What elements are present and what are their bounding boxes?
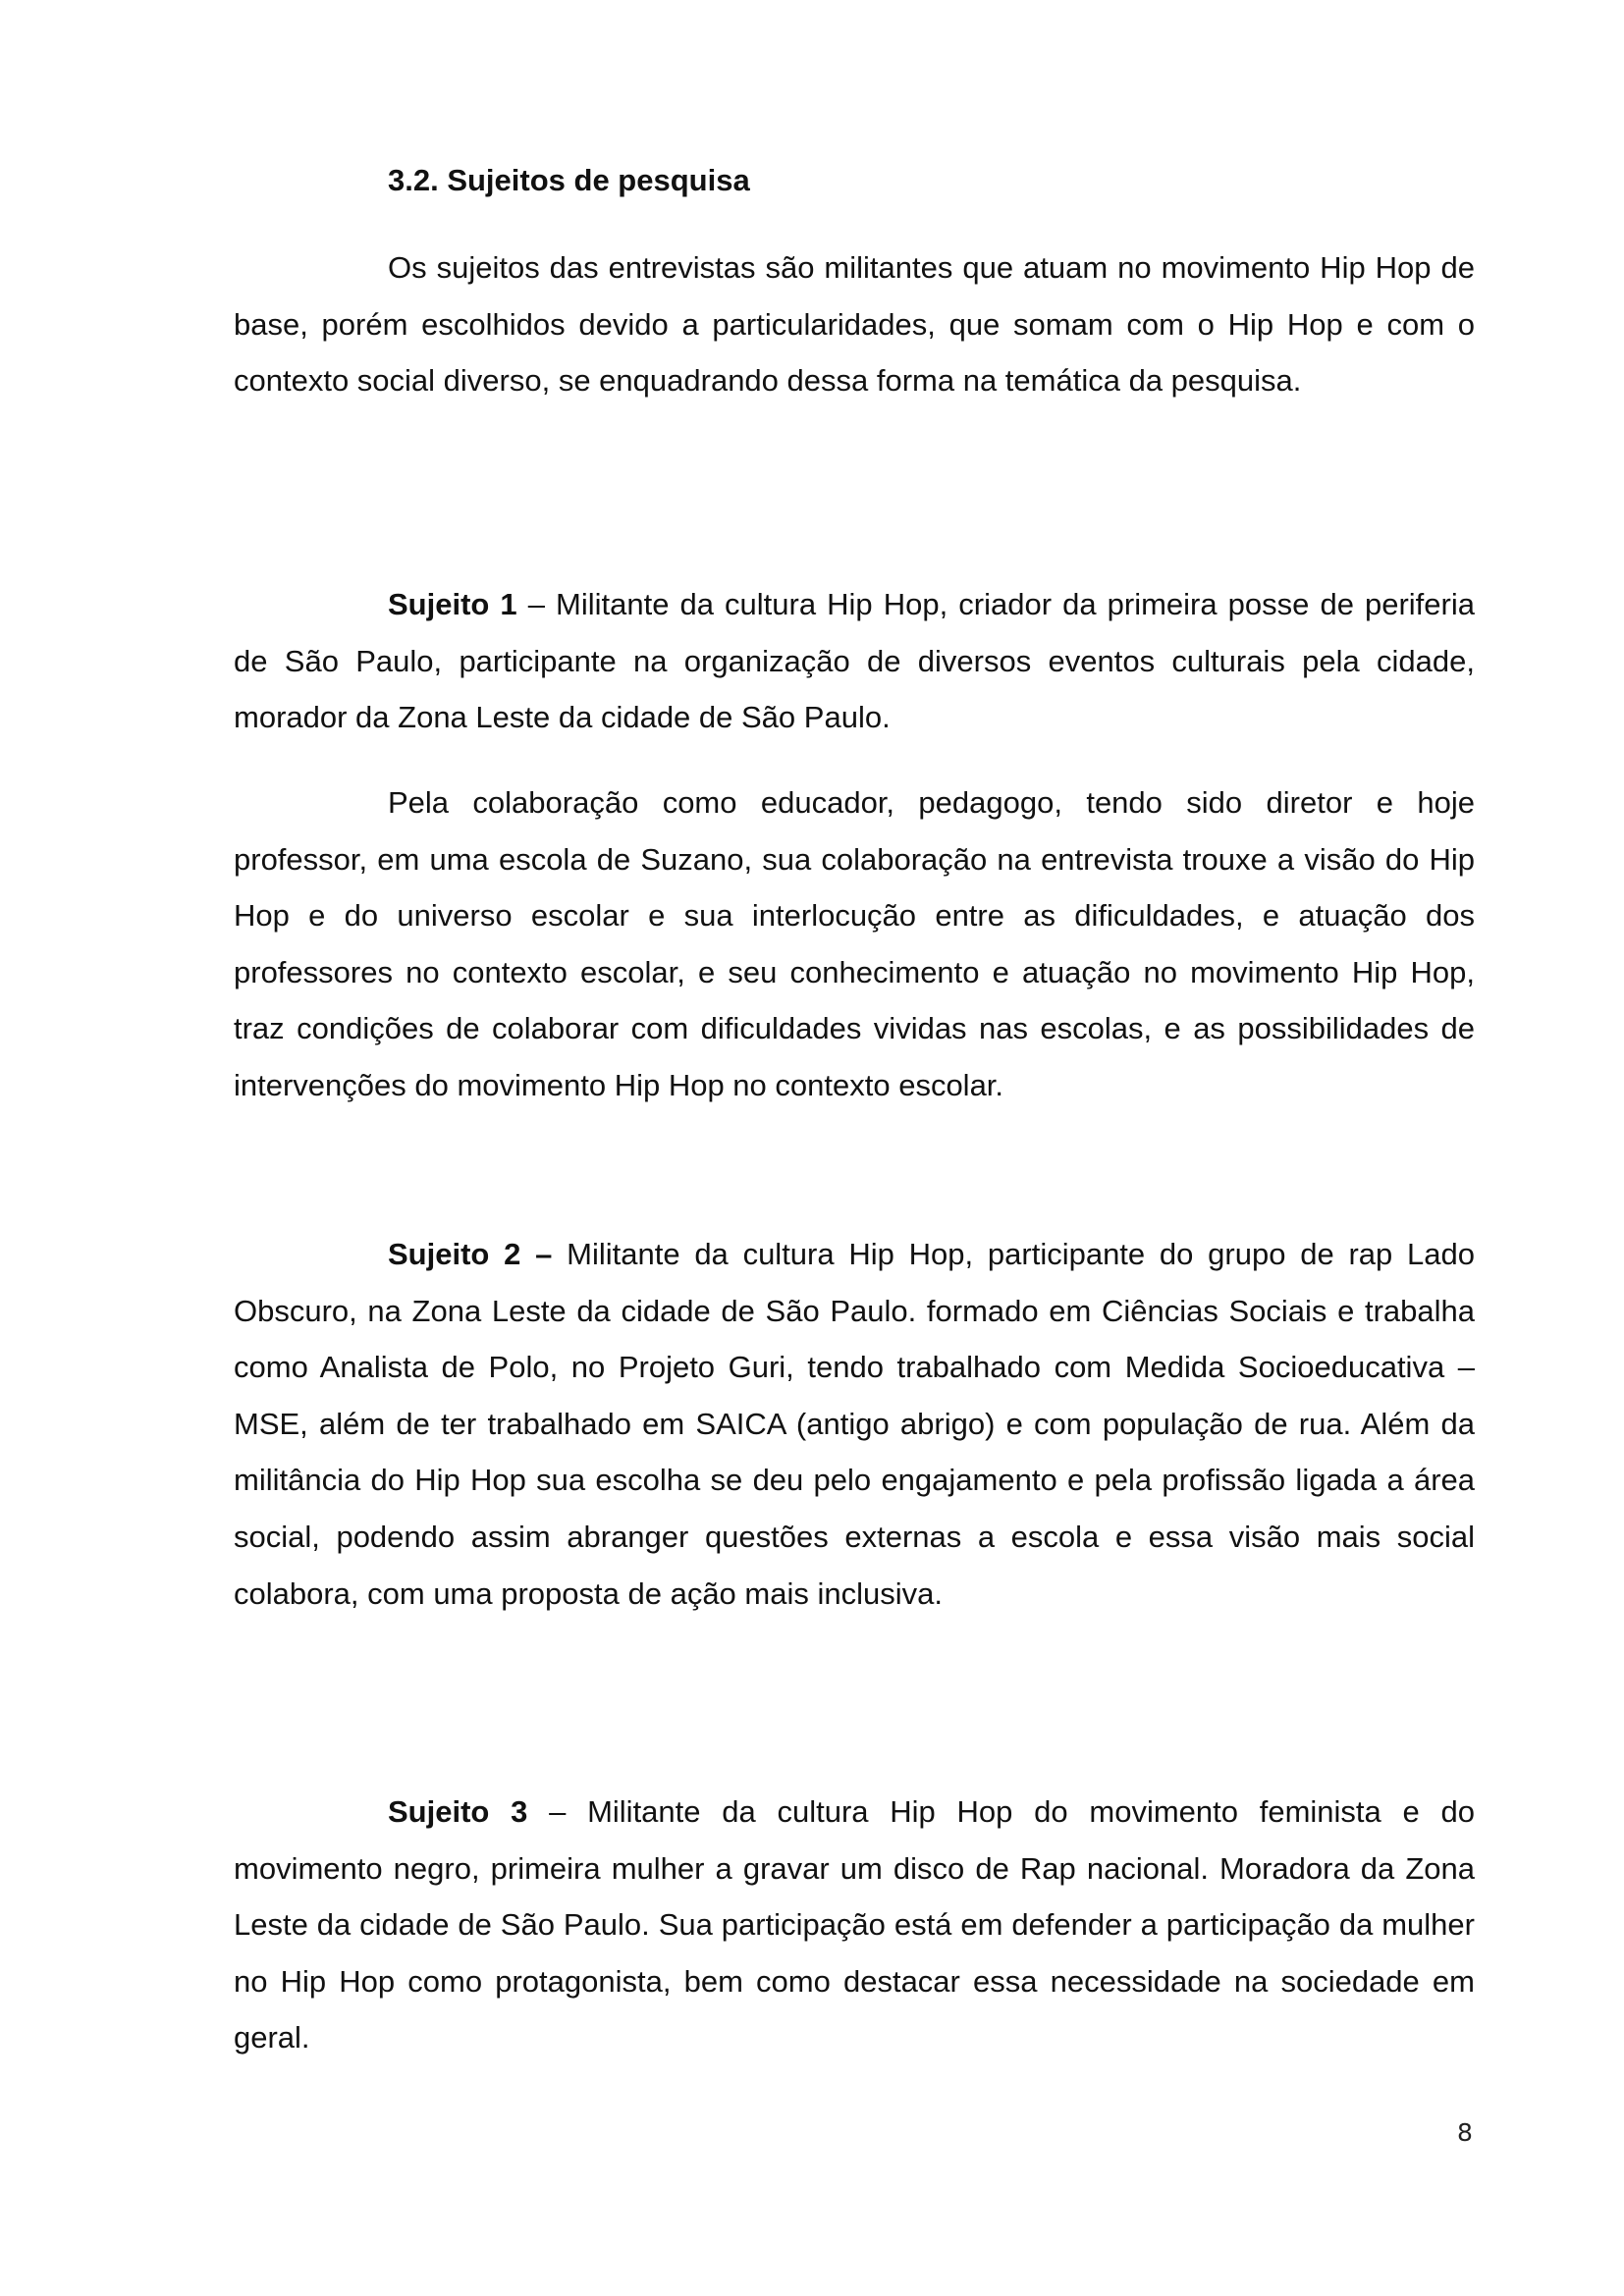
intro-paragraph: Os sujeitos das entrevistas são militantes que atuam no movimento Hip Hop de base, porém escolhidos devido a particularidades, que somam com o Hip Hop e com o contexto social diverso, se enquadrando dessa forma na temática da pesquisa. <box>234 250 1475 399</box>
subject-1-text: Militante da cultura Hip Hop, criador da primeira posse de periferia de São Paulo, participante na organização de diversos eventos culturais pela cidade, morador da Zona Leste da cidade de São Paulo. <box>234 587 1475 735</box>
subject-2-dash <box>552 1237 567 1271</box>
section-heading: 3.2. Sujeitos de pesquisa <box>388 163 750 197</box>
subject-3-text: Militante da cultura Hip Hop do movimento feminista e do movimento negro, primeira mulher a gravar um disco de Rap nacional. Moradora da Zona Leste da cidade de São Paulo. Sua participação está em defender a participação da mulher no Hip Hop como protagonista, bem como destacar essa necessidade na sociedade em geral. <box>234 1794 1476 2056</box>
subject-3-paragraph <box>234 1784 1475 2066</box>
subject-3-dash: – <box>527 1794 588 1829</box>
subject-2-paragraph <box>234 1226 1475 1622</box>
subject-1-dash: – <box>516 587 557 621</box>
subject-2-label: Sujeito 2 – <box>388 1237 553 1271</box>
subject-1-extra-paragraph: Pela colaboração como educador, pedagogo, tendo sido diretor e hoje professor, em uma escola de Suzano, sua colaboração na entrevista trouxe a visão do Hip Hop e do universo escolar e sua interlocução entre as dificuldades, e atuação dos professores no contexto escolar, e seu conhecimento e atuação no movimento Hip Hop, traz condições de colaborar com dificuldades vividas nas escolas, e as possibilidades de intervenções do movimento Hip Hop no contexto escolar. <box>234 785 1475 1102</box>
subject-1-label: Sujeito 1 <box>388 587 517 621</box>
subject-1-paragraph <box>234 576 1475 746</box>
subject-2-text: Militante da cultura Hip Hop, participante do grupo de rap Lado Obscuro, na Zona Leste da cidade de São Paulo. formado em Ciências Sociais e trabalha como Analista de Polo, no Projeto Guri, tendo trabalhado com Medida Socioeducativa – MSE, além de ter trabalhado em SAICA (antigo abrigo) e com população de rua. Além da militância do Hip Hop sua escolha se deu pelo engajamento e pela profissão ligada a área social, podendo assim abranger questões externas a escola e essa visão mais social colabora, com uma proposta de ação mais inclusiva. <box>234 1237 1475 1611</box>
page-number: 8 <box>1457 2118 1473 2147</box>
subject-3-label: Sujeito 3 <box>388 1794 528 1829</box>
